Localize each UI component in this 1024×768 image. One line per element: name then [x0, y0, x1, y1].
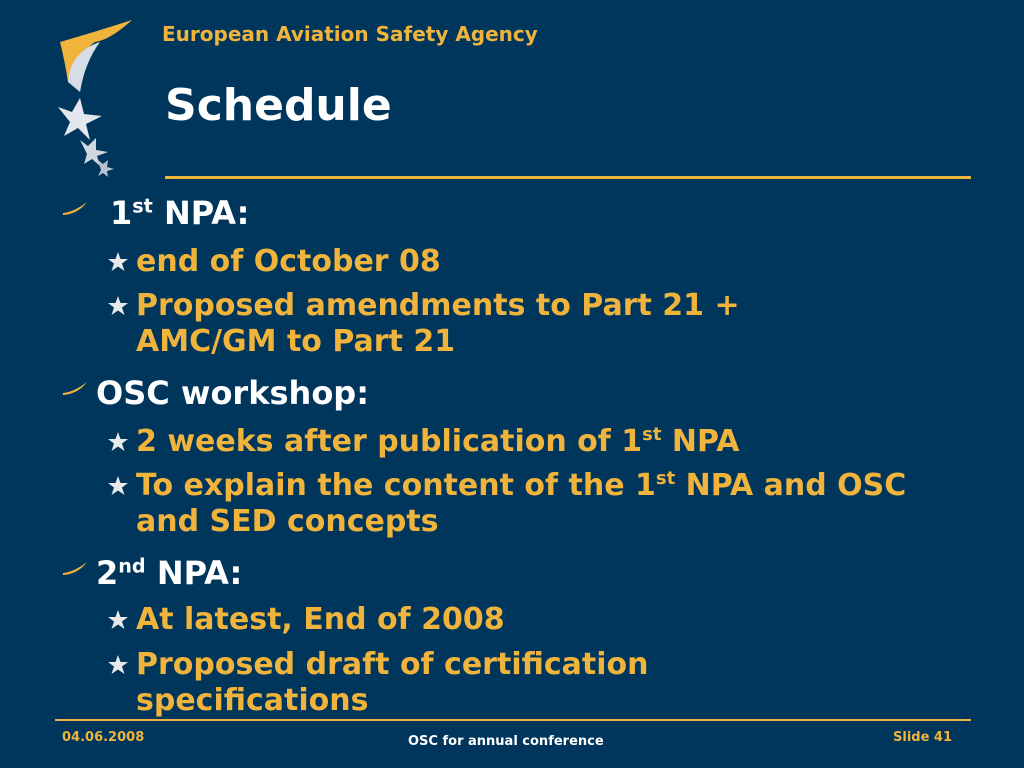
bullet-star-icon — [108, 296, 128, 316]
slide-number: Slide 41 — [893, 730, 953, 745]
sub-bullet-item: Proposed amendments to Part 21 + AMC/GM to Part 21 — [136, 288, 740, 359]
footer-title: OSC for annual conference — [408, 734, 604, 749]
bullet-star-icon — [108, 610, 128, 630]
bullet-arrow-icon — [62, 560, 88, 576]
bullet-star-icon — [108, 476, 128, 496]
bullet-item: 2nd NPA: — [96, 554, 243, 592]
footer-divider — [55, 719, 971, 721]
bullet-arrow-icon — [62, 200, 88, 216]
slide-title: Schedule — [165, 80, 392, 131]
bullet-star-icon — [108, 655, 128, 675]
footer-date: 04.06.2008 — [62, 730, 145, 745]
sub-bullet-item: At latest, End of 2008 — [136, 602, 505, 637]
sub-bullet-item: 2 weeks after publication of 1st NPA — [136, 424, 740, 459]
sub-bullet-item: end of October 08 — [136, 244, 441, 279]
bullet-item: 1st NPA: — [110, 194, 250, 232]
bullet-arrow-icon — [62, 380, 88, 396]
agency-name: European Aviation Safety Agency — [162, 22, 538, 46]
sub-bullet-item: To explain the content of the 1st NPA and OSC and SED concepts — [136, 468, 907, 539]
bullet-star-icon — [108, 432, 128, 452]
bullet-star-icon — [108, 252, 128, 272]
sub-bullet-item: Proposed draft of certification specifications — [136, 647, 649, 718]
bullet-item: OSC workshop: — [96, 374, 369, 412]
